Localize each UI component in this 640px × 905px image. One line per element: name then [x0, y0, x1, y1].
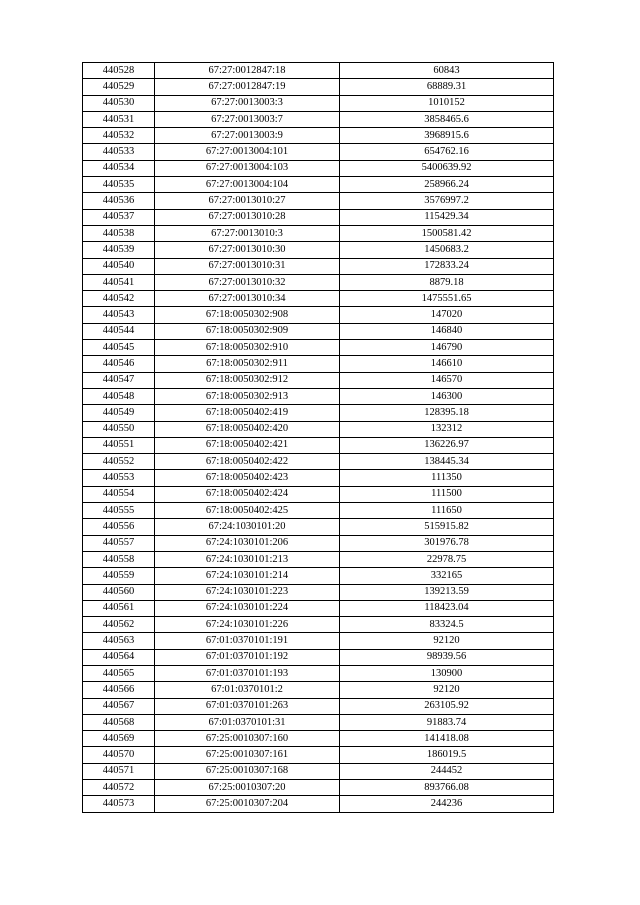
row-number-cell: 440550: [83, 421, 155, 437]
table-row: [83, 747, 554, 763]
row-number-cell: 440566: [83, 682, 155, 698]
cadastral-number-cell: 67:18:0050302:913: [155, 388, 340, 404]
table-row: [83, 584, 554, 600]
value-cell: 60843: [340, 63, 554, 79]
row-number-cell: 440568: [83, 714, 155, 730]
cadastral-number-cell: 67:27:0012847:19: [155, 79, 340, 95]
value-cell: 893766.08: [340, 780, 554, 796]
value-cell: 132312: [340, 421, 554, 437]
table-row: [83, 568, 554, 584]
value-cell: 244236: [340, 796, 554, 812]
row-number-cell: 440544: [83, 323, 155, 339]
table-row: [83, 551, 554, 567]
row-number-cell: 440529: [83, 79, 155, 95]
table-row: [83, 111, 554, 127]
cadastral-number-cell: 67:18:0050302:908: [155, 307, 340, 323]
row-number-cell: 440535: [83, 177, 155, 193]
row-number-cell: 440569: [83, 731, 155, 747]
cadastral-number-cell: 67:01:0370101:192: [155, 649, 340, 665]
table-row: [83, 307, 554, 323]
table-row: [83, 128, 554, 144]
table-row: [83, 242, 554, 258]
table-row: [83, 323, 554, 339]
row-number-cell: 440553: [83, 470, 155, 486]
value-cell: 146570: [340, 372, 554, 388]
cadastral-number-cell: 67:25:0010307:161: [155, 747, 340, 763]
value-cell: 128395.18: [340, 405, 554, 421]
cadastral-number-cell: 67:27:0013010:28: [155, 209, 340, 225]
value-cell: 98939.56: [340, 649, 554, 665]
row-number-cell: 440548: [83, 388, 155, 404]
row-number-cell: 440546: [83, 356, 155, 372]
table-row: [83, 486, 554, 502]
cadastral-number-cell: 67:24:1030101:213: [155, 551, 340, 567]
row-number-cell: 440564: [83, 649, 155, 665]
value-cell: 68889.31: [340, 79, 554, 95]
row-number-cell: 440531: [83, 111, 155, 127]
table-row: [83, 95, 554, 111]
table-row: [83, 388, 554, 404]
cadastral-number-cell: 67:01:0370101:193: [155, 665, 340, 681]
row-number-cell: 440532: [83, 128, 155, 144]
cadastral-number-cell: 67:24:1030101:224: [155, 600, 340, 616]
cadastral-number-cell: 67:25:0010307:20: [155, 780, 340, 796]
value-cell: 1010152: [340, 95, 554, 111]
value-cell: 118423.04: [340, 600, 554, 616]
row-number-cell: 440554: [83, 486, 155, 502]
value-cell: 186019.5: [340, 747, 554, 763]
value-cell: 138445.34: [340, 454, 554, 470]
cadastral-number-cell: 67:25:0010307:160: [155, 731, 340, 747]
table-row: [83, 714, 554, 730]
cadastral-number-cell: 67:18:0050302:911: [155, 356, 340, 372]
value-cell: 111500: [340, 486, 554, 502]
cadastral-number-cell: 67:27:0013004:101: [155, 144, 340, 160]
table-row: [83, 405, 554, 421]
row-number-cell: 440541: [83, 274, 155, 290]
row-number-cell: 440538: [83, 225, 155, 241]
row-number-cell: 440571: [83, 763, 155, 779]
row-number-cell: 440534: [83, 160, 155, 176]
row-number-cell: 440537: [83, 209, 155, 225]
cadastral-number-cell: 67:01:0370101:31: [155, 714, 340, 730]
cadastral-number-cell: 67:25:0010307:168: [155, 763, 340, 779]
cadastral-number-cell: 67:24:1030101:206: [155, 535, 340, 551]
table-row: [83, 79, 554, 95]
cadastral-number-cell: 67:01:0370101:191: [155, 633, 340, 649]
cadastral-number-cell: 67:18:0050302:912: [155, 372, 340, 388]
cadastral-number-cell: 67:27:0013010:27: [155, 193, 340, 209]
value-cell: 3576997.2: [340, 193, 554, 209]
value-cell: 92120: [340, 633, 554, 649]
cadastral-number-cell: 67:18:0050402:423: [155, 470, 340, 486]
row-number-cell: 440536: [83, 193, 155, 209]
cadastral-number-cell: 67:24:1030101:223: [155, 584, 340, 600]
row-number-cell: 440528: [83, 63, 155, 79]
row-number-cell: 440549: [83, 405, 155, 421]
cadastral-number-cell: 67:27:0013010:3: [155, 225, 340, 241]
row-number-cell: 440560: [83, 584, 155, 600]
table-row: [83, 617, 554, 633]
cadastral-number-cell: 67:18:0050402:422: [155, 454, 340, 470]
table-row: [83, 796, 554, 812]
value-cell: 654762.16: [340, 144, 554, 160]
cadastral-number-cell: 67:27:0013010:31: [155, 258, 340, 274]
table-row: [83, 454, 554, 470]
cadastral-number-cell: 67:24:1030101:214: [155, 568, 340, 584]
cadastral-number-cell: 67:27:0013010:30: [155, 242, 340, 258]
row-number-cell: 440540: [83, 258, 155, 274]
table-row: [83, 731, 554, 747]
cadastral-number-cell: 67:27:0013003:7: [155, 111, 340, 127]
cadastral-number-cell: 67:18:0050402:419: [155, 405, 340, 421]
value-cell: 146840: [340, 323, 554, 339]
cadastral-value-table: [82, 62, 554, 813]
value-cell: 244452: [340, 763, 554, 779]
table-row: [83, 519, 554, 535]
table-row: [83, 649, 554, 665]
row-number-cell: 440543: [83, 307, 155, 323]
table-row: [83, 698, 554, 714]
row-number-cell: 440530: [83, 95, 155, 111]
cadastral-number-cell: 67:24:1030101:226: [155, 617, 340, 633]
table-row: [83, 633, 554, 649]
value-cell: 5400639.92: [340, 160, 554, 176]
table-row: [83, 470, 554, 486]
value-cell: 301976.78: [340, 535, 554, 551]
value-cell: 1450683.2: [340, 242, 554, 258]
cadastral-number-cell: 67:18:0050402:420: [155, 421, 340, 437]
value-cell: 22978.75: [340, 551, 554, 567]
table-row: [83, 63, 554, 79]
table-body: [83, 63, 554, 813]
table-row: [83, 665, 554, 681]
table-row: [83, 780, 554, 796]
cadastral-number-cell: 67:27:0013004:104: [155, 177, 340, 193]
value-cell: 111650: [340, 503, 554, 519]
table-row: [83, 225, 554, 241]
cadastral-number-cell: 67:27:0012847:18: [155, 63, 340, 79]
cadastral-number-cell: 67:27:0013003:9: [155, 128, 340, 144]
row-number-cell: 440555: [83, 503, 155, 519]
value-cell: 146300: [340, 388, 554, 404]
row-number-cell: 440557: [83, 535, 155, 551]
cadastral-number-cell: 67:01:0370101:263: [155, 698, 340, 714]
cadastral-number-cell: 67:18:0050402:424: [155, 486, 340, 502]
cadastral-number-cell: 67:27:0013004:103: [155, 160, 340, 176]
row-number-cell: 440573: [83, 796, 155, 812]
value-cell: 3968915.6: [340, 128, 554, 144]
cadastral-number-cell: 67:27:0013010:32: [155, 274, 340, 290]
cadastral-number-cell: 67:18:0050402:421: [155, 437, 340, 453]
table-row: [83, 356, 554, 372]
value-cell: 91883.74: [340, 714, 554, 730]
table-row: [83, 160, 554, 176]
row-number-cell: 440567: [83, 698, 155, 714]
table-row: [83, 421, 554, 437]
cadastral-number-cell: 67:18:0050402:425: [155, 503, 340, 519]
value-cell: 146790: [340, 340, 554, 356]
row-number-cell: 440551: [83, 437, 155, 453]
table-row: [83, 177, 554, 193]
value-cell: 1500581.42: [340, 225, 554, 241]
value-cell: 83324.5: [340, 617, 554, 633]
value-cell: 115429.34: [340, 209, 554, 225]
row-number-cell: 440547: [83, 372, 155, 388]
row-number-cell: 440563: [83, 633, 155, 649]
row-number-cell: 440539: [83, 242, 155, 258]
table-row: [83, 291, 554, 307]
value-cell: 3858465.6: [340, 111, 554, 127]
table-row: [83, 763, 554, 779]
value-cell: 263105.92: [340, 698, 554, 714]
cadastral-number-cell: 67:18:0050302:910: [155, 340, 340, 356]
value-cell: 258966.24: [340, 177, 554, 193]
row-number-cell: 440545: [83, 340, 155, 356]
row-number-cell: 440562: [83, 617, 155, 633]
table-row: [83, 535, 554, 551]
table-row: [83, 258, 554, 274]
row-number-cell: 440565: [83, 665, 155, 681]
value-cell: 8879.18: [340, 274, 554, 290]
cadastral-number-cell: 67:27:0013010:34: [155, 291, 340, 307]
row-number-cell: 440556: [83, 519, 155, 535]
value-cell: 147020: [340, 307, 554, 323]
table-row: [83, 503, 554, 519]
row-number-cell: 440559: [83, 568, 155, 584]
table-row: [83, 209, 554, 225]
value-cell: 92120: [340, 682, 554, 698]
value-cell: 130900: [340, 665, 554, 681]
cadastral-number-cell: 67:27:0013003:3: [155, 95, 340, 111]
row-number-cell: 440558: [83, 551, 155, 567]
value-cell: 111350: [340, 470, 554, 486]
value-cell: 136226.97: [340, 437, 554, 453]
table-row: [83, 437, 554, 453]
table-row: [83, 372, 554, 388]
row-number-cell: 440570: [83, 747, 155, 763]
cadastral-number-cell: 67:01:0370101:2: [155, 682, 340, 698]
value-cell: 146610: [340, 356, 554, 372]
table-row: [83, 340, 554, 356]
table-row: [83, 682, 554, 698]
row-number-cell: 440533: [83, 144, 155, 160]
value-cell: 1475551.65: [340, 291, 554, 307]
table-row: [83, 274, 554, 290]
table-row: [83, 600, 554, 616]
value-cell: 141418.08: [340, 731, 554, 747]
value-cell: 139213.59: [340, 584, 554, 600]
value-cell: 515915.82: [340, 519, 554, 535]
row-number-cell: 440552: [83, 454, 155, 470]
row-number-cell: 440561: [83, 600, 155, 616]
table-row: [83, 144, 554, 160]
cadastral-number-cell: 67:25:0010307:204: [155, 796, 340, 812]
cadastral-number-cell: 67:18:0050302:909: [155, 323, 340, 339]
row-number-cell: 440542: [83, 291, 155, 307]
value-cell: 172833.24: [340, 258, 554, 274]
row-number-cell: 440572: [83, 780, 155, 796]
table-row: [83, 193, 554, 209]
cadastral-number-cell: 67:24:1030101:20: [155, 519, 340, 535]
value-cell: 332165: [340, 568, 554, 584]
